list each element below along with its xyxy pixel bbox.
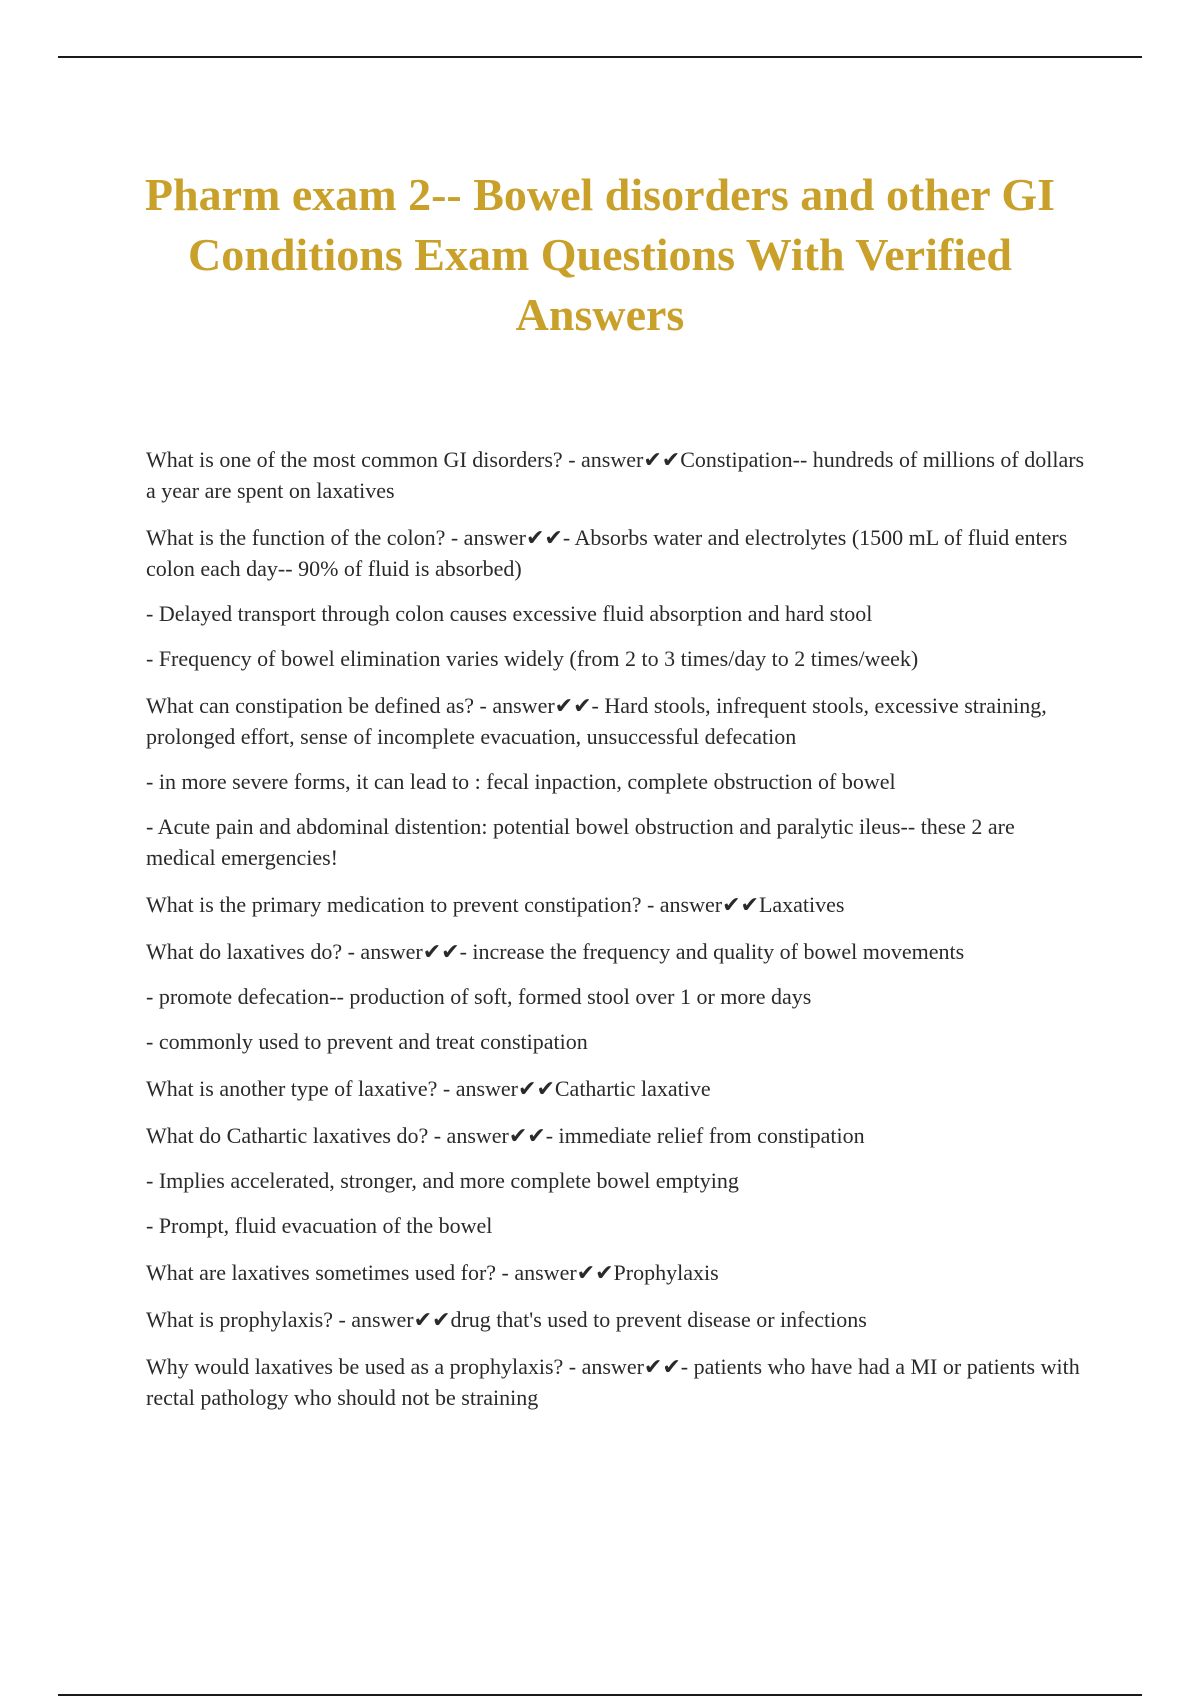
bottom-rule	[58, 1694, 1142, 1696]
qa-paragraph: Why would laxatives be used as a prophylaxis? - answer✔✔- patients who have had a MI or patients with rectal pathology who should not be straining	[146, 1354, 1080, 1410]
qa-paragraph: What is another type of laxative? - answer✔✔Cathartic laxative	[146, 1076, 711, 1101]
qa-paragraph: What can constipation be defined as? - answer✔✔- Hard stools, infrequent stools, excessive straining, prolonged effort, sense of incomplete evacuation, unsuccessful defecation	[146, 693, 1047, 749]
qa-paragraph: What is prophylaxis? - answer✔✔drug that's used to prevent disease or infections	[146, 1307, 867, 1332]
document-title: Pharm exam 2-- Bowel disorders and other GI Conditions Exam Questions With Verified Answers	[144, 169, 1056, 340]
bullet-paragraph: - Prompt, fluid evacuation of the bowel	[146, 1213, 493, 1238]
qa-paragraph: What is the function of the colon? - answer✔✔- Absorbs water and electrolytes (1500 mL of fluid enters colon each day-- 90% of fluid is absorbed)	[146, 525, 1068, 581]
qa-paragraph: What is one of the most common GI disorders? - answer✔✔Constipation-- hundreds of millions of dollars a year are spent on laxatives	[146, 447, 1085, 503]
bullet-paragraph: - Implies accelerated, stronger, and more complete bowel emptying	[146, 1168, 739, 1193]
qa-paragraph: What do laxatives do? - answer✔✔- increase the frequency and quality of bowel movements	[146, 939, 965, 964]
bullet-paragraph: - Frequency of bowel elimination varies widely (from 2 to 3 times/day to 2 times/week)	[146, 646, 919, 671]
top-rule	[58, 56, 1142, 58]
bullet-paragraph: - Acute pain and abdominal distention: potential bowel obstruction and paralytic ileus-- these 2 are medical emergencies!	[146, 814, 1015, 870]
bullet-paragraph: - promote defecation-- production of soft, formed stool over 1 or more days	[146, 984, 812, 1009]
bullet-paragraph: - Delayed transport through colon causes excessive fluid absorption and hard stool	[146, 601, 873, 626]
qa-paragraph: What do Cathartic laxatives do? - answer✔✔- immediate relief from constipation	[146, 1123, 865, 1148]
bullet-paragraph: - in more severe forms, it can lead to : fecal inpaction, complete obstruction of bowel	[146, 769, 896, 794]
qa-paragraph: What is the primary medication to prevent constipation? - answer✔✔Laxatives	[146, 892, 845, 917]
qa-paragraph: What are laxatives sometimes used for? - answer✔✔Prophylaxis	[146, 1260, 719, 1285]
document-body	[146, 444, 1088, 1413]
bullet-paragraph: - commonly used to prevent and treat constipation	[146, 1029, 588, 1054]
